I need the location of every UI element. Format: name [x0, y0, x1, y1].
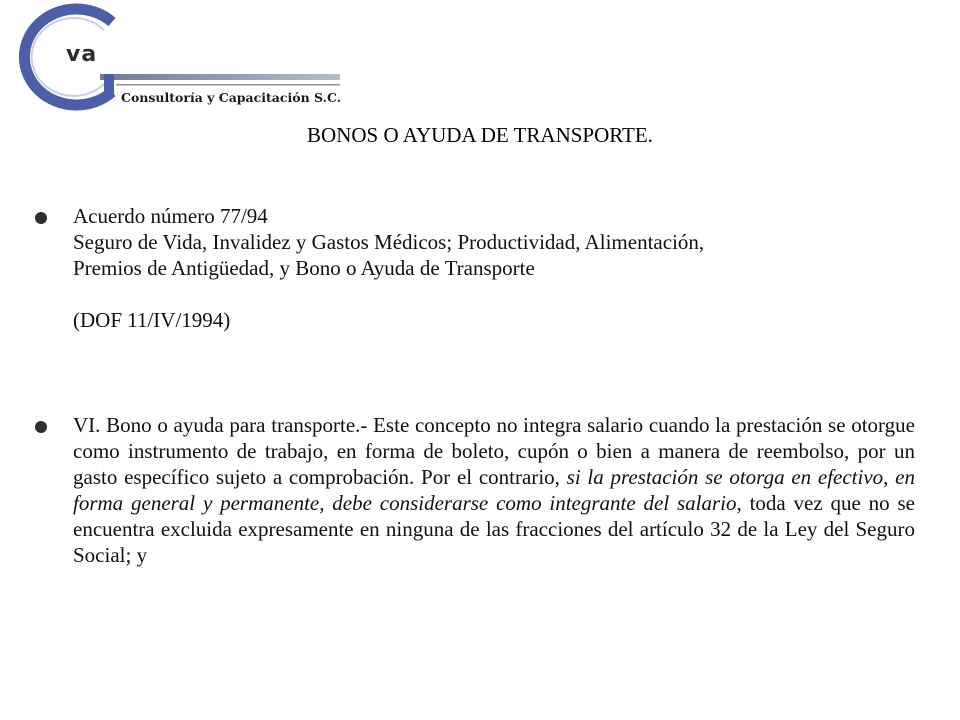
bullet-dot-1: [35, 212, 47, 224]
bullet-item-agreement: [73, 203, 918, 333]
company-logo: [0, 0, 360, 115]
agreement-number: Acuerdo número 77/94: [73, 204, 268, 228]
logo-company-name: Consultoría y Capacitación S.C.: [121, 90, 342, 105]
logo-monogram: va: [66, 42, 98, 67]
fraction-vi-text-end: , toda vez que no se encuentra excluida expresamente en ninguna de las fracciones del artículo 32 de la Ley del Seguro Social; y: [73, 491, 915, 567]
bullet-dot-2: [35, 421, 47, 433]
page-title: BONOS O AYUDA DE TRANSPORTE.: [307, 123, 653, 147]
bullet-item-fraction-vi: [73, 412, 915, 568]
agreement-subject-line-1: Seguro de Vida, Invalidez y Gastos Médicos; Productividad, Alimentación,: [73, 230, 705, 254]
agreement-subject-line-2: Premios de Antigüedad, y Bono o Ayuda de Transporte: [73, 256, 535, 280]
fraction-vi-text-start: VI. Bono o ayuda para transporte.- Este concepto no integra salario cuando la prestación se otorgue como instrumento de trabajo, en forma de boleto, cupón o bien a manera de reembolso, por un gasto específico sujeto a comprobación. Por el contrario,: [73, 413, 915, 489]
fraction-vi-italic-text: si la prestación se otorga en efectivo, en forma general y permanente, debe considerarse como integrante del salario: [73, 465, 915, 515]
agreement-dof-date: (DOF 11/IV/1994): [73, 308, 231, 332]
